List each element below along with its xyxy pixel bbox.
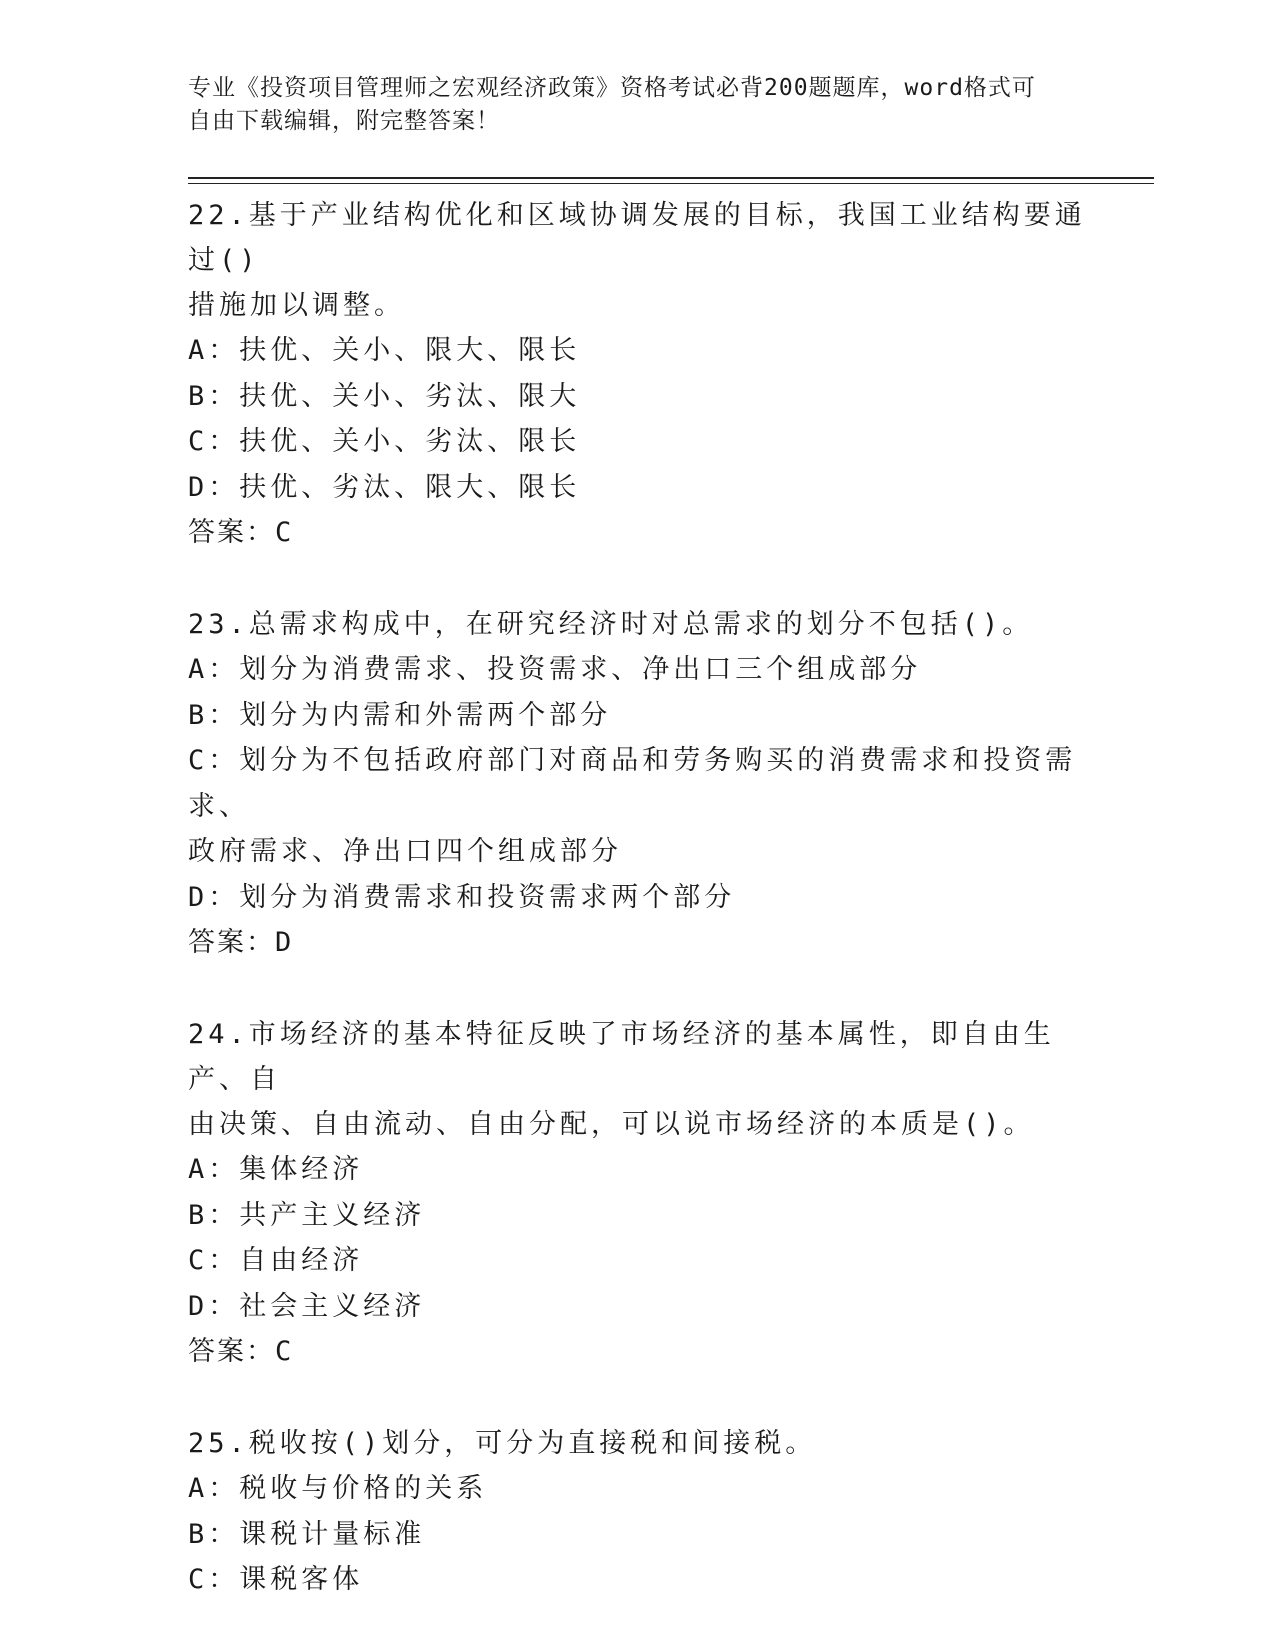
option-d: D：划分为消费需求和投资需求两个部分: [188, 881, 736, 913]
option-b: B：课税计量标准: [188, 1518, 426, 1550]
question-stem-line: 23.总需求构成中，在研究经济时对总需求的划分不包括()。: [188, 609, 1034, 640]
header-line-2: 自由下载编辑，附完整答案！: [188, 108, 500, 134]
answer: 答案：C: [188, 517, 294, 548]
question-25: [188, 1421, 1088, 1603]
question-stem-line: 由决策、自由流动、自由分配，可以说市场经济的本质是()。: [188, 1109, 1035, 1140]
option-b: B：划分为内需和外需两个部分: [188, 699, 612, 731]
question-stem-line: 措施加以调整。: [188, 290, 405, 321]
question-24: [188, 1012, 1088, 1374]
header-divider-thin: [188, 183, 1154, 184]
header-line-1: 专业《投资项目管理师之宏观经济政策》资格考试必背200题题库，word格式可: [188, 75, 1036, 101]
question-stem-line: 22.基于产业结构优化和区域协调发展的目标，我国工业结构要通过(): [188, 200, 1086, 276]
header-divider-thick: [188, 177, 1154, 179]
answer: 答案：D: [188, 927, 294, 958]
option-d: D：扶优、劣汰、限大、限长: [188, 471, 581, 503]
option-b: B：扶优、关小、劣汰、限大: [188, 380, 581, 412]
option-d: D：社会主义经济: [188, 1290, 426, 1322]
option-c: C：课税客体: [188, 1564, 364, 1595]
answer: 答案：C: [188, 1336, 294, 1367]
option-a: A：划分为消费需求、投资需求、净出口三个组成部分: [188, 654, 922, 685]
option-c: C：划分为不包括政府部门对商品和劳务购买的消费需求和投资需求、: [188, 745, 1077, 822]
document-header: [188, 72, 1068, 138]
option-a: A：税收与价格的关系: [188, 1473, 488, 1504]
option-c-continued: 政府需求、净出口四个组成部分: [188, 836, 622, 867]
option-c: C：自由经济: [188, 1245, 364, 1276]
question-22: [188, 193, 1088, 555]
option-c: C：扶优、关小、劣汰、限长: [188, 426, 581, 457]
option-b: B：共产主义经济: [188, 1199, 426, 1231]
question-list: [188, 193, 1088, 1650]
question-stem-line: 25.税收按()划分，可分为直接税和间接税。: [188, 1428, 817, 1459]
option-a: A：扶优、关小、限大、限长: [188, 335, 581, 366]
option-a: A：集体经济: [188, 1154, 364, 1185]
question-23: [188, 602, 1088, 965]
question-stem-line: 24.市场经济的基本特征反映了市场经济的基本属性，即自由生产、自: [188, 1019, 1055, 1095]
